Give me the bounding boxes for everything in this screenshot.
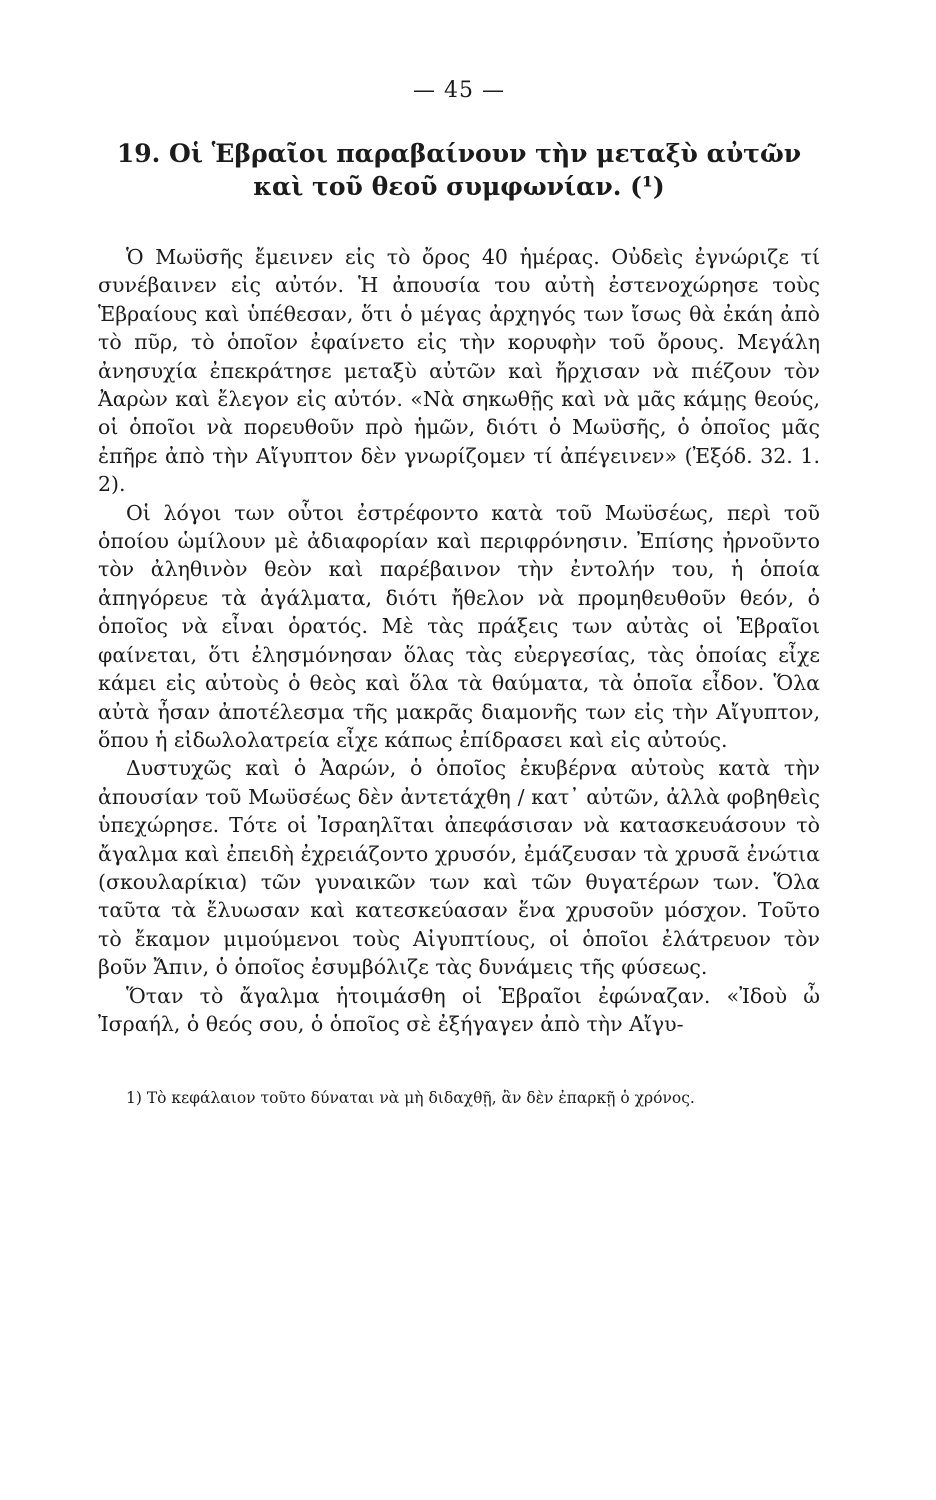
book-page (98, 78, 820, 1478)
page-number: — 45 — (413, 78, 505, 103)
body-text (98, 243, 820, 1038)
paragraph-2: Οἱ λόγοι των οὗτοι ἐστρέφοντο κατὰ τοῦ Μωϋσέως, περὶ τοῦ ὁποίου ὡμίλουν μὲ ἀδιαφορίαν καὶ περιφρόνησιν. Ἐπίσης ἠρνοῦντο τὸν ἀληθινὸν θεὸν καὶ παρέβαινον τὴν ἐντολήν του, ἡ ὁποία ἀπηγόρευε τὰ ἀγάλματα, διότι ἤθελον νὰ προμηθευθοῦν θεόν, ὁ ὁποῖος νὰ εἶναι ὁρατός. Μὲ τὰς πράξεις των αὐτὰς οἱ Ἑβραῖοι φαίνεται, ὅτι ἐλησμόνησαν ὅλας τὰς εὐεργεσίας, τὰς ὁποίας εἶχε κάμει εἰς αὐτοὺς ὁ θεὸς καὶ ὅλα τὰ θαύματα, τὰ ὁποῖα εἶδον. Ὅλα αὐτὰ ἦσαν ἀποτέλεσμα τῆς μακρᾶς διαμονῆς των εἰς τὴν Αἴγυπτον, ὅπου ἡ εἰδωλολατρεία εἶχε κάπως ἐπίδρασει καὶ εἰς αὐτούς. (98, 500, 820, 752)
chapter-title-line-1: 19. Οἱ Ἑβραῖοι παραβαίνουν τὴν μεταξὺ αὐτῶν (116, 139, 802, 168)
chapter-title (98, 137, 820, 203)
paragraph-4: Ὅταν τὸ ἄγαλμα ἡτοιμάσθη οἱ Ἑβραῖοι ἐφώναζαν. «Ἰδοὺ ὦ Ἰσραήλ, ὁ θεός σου, ὁ ὁποῖος σὲ ἐξήγαγεν ἀπὸ τὴν Αἴγυ- (98, 983, 820, 1036)
paragraph-3: Δυστυχῶς καὶ ὁ Ἀαρών, ὁ ὁποῖος ἐκυβέρνα αὐτοὺς κατὰ τὴν ἀπουσίαν τοῦ Μωϋσέως δὲν ἀντετάχθη / κατ᾽ αὐτῶν, ἀλλὰ φοβηθεὶς ὑπεχώρησε. Τότε οἱ Ἰσραηλῖται ἀπεφάσισαν νὰ κατασκευάσουν τὸ ἄγαλμα καὶ ἐπειδὴ ἐχρειάζοντο χρυσόν, ἐμάζευσαν τὰ χρυσᾶ ἐνώτια (σκουλαρίκια) τῶν γυναικῶν των καὶ τῶν θυγατέρων των. Ὅλα ταῦτα τὰ ἔλυωσαν καὶ κατεσκεύασαν ἕνα χρυσοῦν μόσχον. Τοῦτο τὸ ἔκαμον μιμούμενοι τοὺς Αἰγυπτίους, οἱ ὁποῖοι ἐλάτρευον τὸν βοῦν Ἄπιν, ὁ ὁποῖος ἐσυμβόλιζε τὰς δυνάμεις τῆς φύσεως. (98, 756, 820, 980)
footnote: 1) Τὸ κεφάλαιον τοῦτο δύναται νὰ μὴ διδαχθῇ, ἂν δὲν ἐπαρκῇ ὁ χρόνος. (126, 1089, 695, 1108)
paragraph-1: Ὁ Μωϋσῆς ἔμεινεν εἰς τὸ ὄρος 40 ἡμέρας. Οὐδεὶς ἐγνώριζε τί συνέβαινεν εἰς αὐτόν. Ἡ ἀπουσία του αὐτὴ ἐστενοχώρησε τοὺς Ἑβραίους καὶ ὑπέθεσαν, ὅτι ὁ μέγας ἀρχηγός των ἴσως θὰ ἐκάη ἀπὸ τὸ πῦρ, τὸ ὁποῖον ἐφαίνετο εἰς τὴν κορυφὴν τοῦ ὄρους. Μεγάλη ἀνησυχία ἐπεκράτησε μεταξὺ αὐτῶν καὶ ἤρχισαν νὰ πιέζουν τὸν Ἀαρὼν καὶ ἔλεγον εἰς αὐτόν. «Νὰ σηκωθῇς καὶ νὰ μᾶς κάμῃς θεούς, οἱ ὁποῖοι νὰ πορευθοῦν πρὸ ἡμῶν, διότι ὁ Μωϋσῆς, ὁ ὁποῖος μᾶς ἐπῆρε ἀπὸ τὴν Αἴγυπτον δὲν γνωρίζομεν τί ἀπέγεινεν» (Ἐξόδ. 32. 1. 2). (98, 245, 820, 497)
chapter-title-line-2: καὶ τοῦ θεοῦ συμφωνίαν. (¹) (253, 172, 665, 201)
